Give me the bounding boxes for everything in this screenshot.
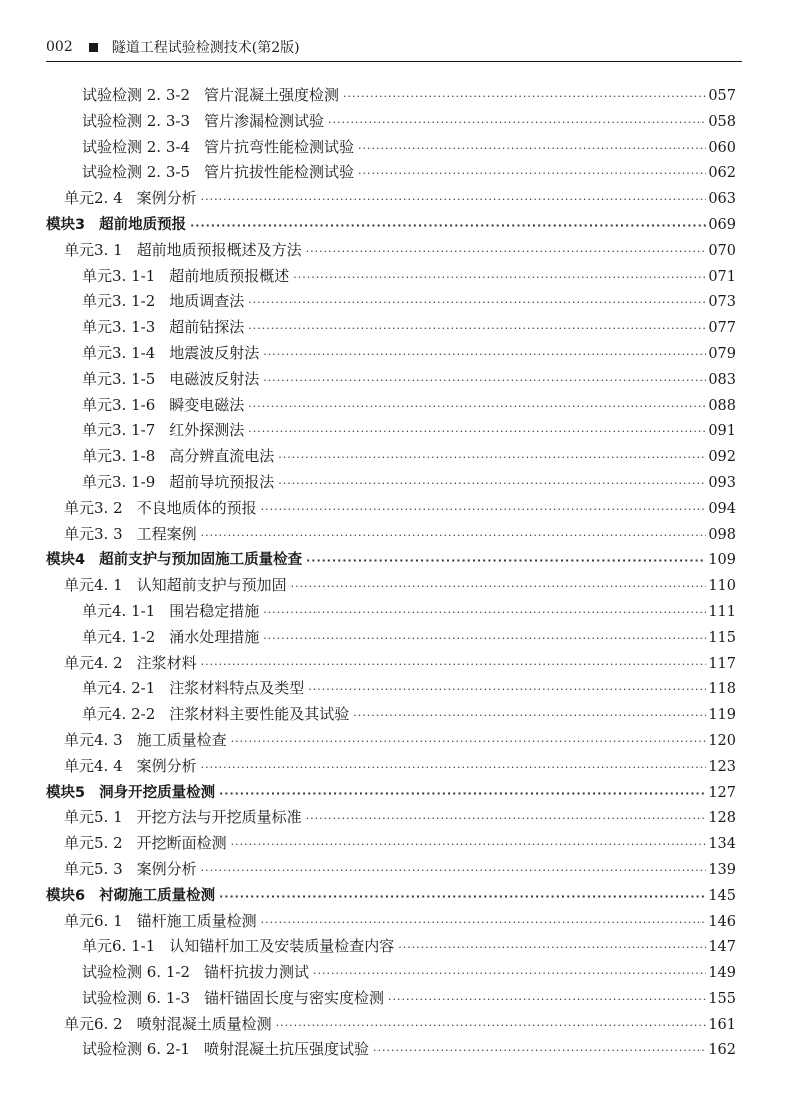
dot-leader	[263, 348, 706, 361]
toc-entry-page: 146	[708, 913, 736, 930]
dot-leader	[328, 116, 706, 129]
toc-entry-title: 高分辨直流电法	[169, 447, 275, 466]
toc-entry-number: 单元4. 1-2	[82, 627, 156, 646]
toc-entry-page: 063	[708, 191, 736, 208]
toc-entry-page: 139	[708, 861, 736, 878]
toc-entry-number: 单元3. 1-3	[82, 318, 156, 337]
dot-leader	[373, 1044, 706, 1057]
toc-entry-page: 079	[708, 345, 736, 362]
dot-leader	[248, 400, 706, 413]
toc-entry-number: 单元3. 1-6	[82, 395, 156, 414]
toc-entry-title: 管片混凝土强度检测	[204, 86, 340, 104]
toc-entry-title: 衬砌施工质量检测	[99, 887, 216, 904]
toc-entry-page: 149	[708, 965, 736, 982]
toc-entry-title: 喷射混凝土质量检测	[136, 1014, 272, 1033]
toc-module-entry[interactable]	[46, 548, 736, 574]
toc-entry[interactable]	[46, 1038, 736, 1064]
toc-entry[interactable]	[46, 265, 736, 291]
toc-entry[interactable]	[46, 110, 736, 136]
toc-entry[interactable]	[46, 806, 736, 832]
toc-entry-number: 模块3	[46, 216, 86, 233]
dot-leader	[388, 993, 706, 1006]
toc-entry-number: 单元6. 1	[64, 911, 123, 930]
toc-entry-number: 单元5. 3	[64, 859, 123, 878]
toc-entry-title: 地震波反射法	[169, 343, 260, 362]
toc-entry-page: 071	[708, 268, 736, 285]
dot-leader	[261, 916, 707, 929]
dot-leader	[248, 322, 706, 335]
toc-entry-title: 喷射混凝土抗压强度试验	[204, 1040, 370, 1059]
toc-entry-page: 058	[708, 113, 736, 130]
toc-entry[interactable]	[46, 187, 736, 213]
toc-entry-page: 069	[708, 216, 736, 233]
dot-leader	[353, 709, 706, 722]
dot-leader	[306, 812, 707, 825]
dot-leader	[248, 296, 706, 309]
toc-entry-title: 开挖断面检测	[136, 834, 227, 853]
toc-entry-number: 单元5. 2	[64, 834, 123, 853]
running-header	[46, 34, 742, 60]
toc-entry-number: 单元4. 1-1	[82, 601, 156, 620]
toc-entry-page: 118	[708, 681, 736, 698]
toc-entry-title: 超前导坑预报法	[169, 472, 275, 491]
toc-entry-number: 模块6	[46, 887, 86, 904]
toc-entry-page: 062	[708, 165, 736, 182]
dot-leader	[398, 941, 706, 954]
dot-leader	[276, 1019, 707, 1032]
toc-entry[interactable]	[46, 600, 736, 626]
toc-entry-number: 单元3. 1	[64, 240, 123, 259]
dot-leader	[201, 193, 707, 206]
dot-leader	[358, 167, 706, 180]
dot-leader	[201, 658, 707, 671]
toc-entry-number: 试验检测 6. 1-3	[82, 988, 191, 1007]
toc-entry-number: 单元4. 4	[64, 756, 123, 775]
toc-entry-title: 不良地质体的预报	[136, 498, 257, 517]
toc-entry[interactable]	[46, 935, 736, 961]
toc-entry-page: 161	[708, 1016, 736, 1033]
toc-entry-title: 围岩稳定措施	[169, 601, 260, 620]
toc-entry[interactable]	[46, 832, 736, 858]
toc-entry-page: 070	[708, 242, 736, 259]
toc-entry[interactable]	[46, 677, 736, 703]
toc-entry-number: 单元4. 1	[64, 576, 123, 595]
toc-entry[interactable]	[46, 316, 736, 342]
toc-entry-title: 瞬变电磁法	[169, 395, 245, 414]
toc-entry-number: 试验检测 2. 3-4	[82, 137, 191, 156]
toc-entry-number: 试验检测 6. 1-2	[82, 963, 191, 982]
toc-entry-number: 单元4. 3	[64, 730, 123, 749]
toc-entry-title: 施工质量检查	[136, 730, 227, 749]
toc-module-entry[interactable]	[46, 884, 736, 910]
toc-entry-page: 077	[708, 320, 736, 337]
toc-entry-number: 试验检测 2. 3-5	[82, 163, 191, 182]
toc-entry-page: 083	[708, 371, 736, 388]
dot-leader	[313, 967, 706, 980]
toc-entry-title: 案例分析	[136, 756, 197, 775]
toc-entry-page: 073	[708, 294, 736, 311]
toc-entry-number: 单元3. 1-8	[82, 447, 156, 466]
toc-entry-title: 开挖方法与开挖质量标准	[136, 808, 302, 827]
toc-entry[interactable]	[46, 574, 736, 600]
toc-entry-number: 单元3. 1-1	[82, 266, 156, 285]
dot-leader	[278, 477, 706, 490]
toc-entry-title: 工程案例	[136, 524, 197, 543]
toc-entry[interactable]	[46, 626, 736, 652]
toc-entry-title: 认知锚杆加工及安装质量检查内容	[169, 937, 395, 956]
toc-entry-title: 管片渗漏检测试验	[204, 111, 325, 130]
toc-entry-page: 155	[708, 990, 736, 1007]
toc-entry[interactable]	[46, 342, 736, 368]
page-number: 002	[46, 39, 73, 55]
toc-entry[interactable]	[46, 910, 736, 936]
toc-entry-number: 单元3. 2	[64, 498, 123, 517]
toc-entry-page: 109	[708, 552, 736, 569]
dot-leader	[201, 529, 707, 542]
toc-entry[interactable]	[46, 858, 736, 884]
toc-module-entry[interactable]	[46, 781, 736, 807]
toc-entry-page: 091	[708, 423, 736, 440]
toc-entry-title: 认知超前支护与预加固	[136, 576, 287, 595]
toc-entry[interactable]	[46, 497, 736, 523]
dot-leader	[291, 580, 707, 593]
toc-entry-title: 超前钻探法	[169, 318, 245, 337]
dot-leader	[308, 683, 706, 696]
dot-leader	[263, 632, 706, 645]
toc-entry-page: 119	[708, 707, 736, 724]
toc-entry[interactable]	[46, 755, 736, 781]
toc-entry-number: 单元5. 1	[64, 808, 123, 827]
toc-module-entry[interactable]	[46, 213, 736, 239]
toc-entry-number: 单元3. 1-2	[82, 292, 156, 311]
toc-entry[interactable]	[46, 394, 736, 420]
toc-entry[interactable]	[46, 239, 736, 265]
toc-entry-page: 147	[708, 939, 736, 956]
toc-entry-number: 单元4. 2-1	[82, 679, 156, 698]
toc-entry[interactable]	[46, 161, 736, 187]
toc-entry-page: 134	[708, 836, 736, 853]
square-bullet-icon	[89, 43, 98, 52]
toc-entry-page: 098	[708, 526, 736, 543]
toc-entry-title: 案例分析	[136, 189, 197, 208]
toc-entry[interactable]	[46, 1013, 736, 1039]
toc-entry[interactable]	[46, 652, 736, 678]
toc-entry-title: 锚杆抗拔力测试	[204, 963, 310, 982]
toc-entry[interactable]	[46, 729, 736, 755]
toc-entry-page: 111	[708, 603, 736, 620]
book-title: 隧道工程试验检测技术(第2版)	[111, 40, 300, 56]
toc-entry-number: 单元2. 4	[64, 189, 123, 208]
dot-leader	[278, 451, 706, 464]
toc-entry-page: 128	[708, 810, 736, 827]
table-of-contents	[46, 84, 736, 1064]
toc-entry-title: 注浆材料特点及类型	[169, 679, 305, 698]
toc-entry-title: 电磁波反射法	[169, 369, 260, 388]
toc-entry[interactable]	[46, 84, 736, 110]
toc-entry-page: 120	[708, 732, 736, 749]
toc-entry-page: 057	[708, 88, 736, 104]
dot-leader	[343, 90, 706, 103]
toc-entry[interactable]	[46, 290, 736, 316]
dot-leader	[263, 606, 706, 619]
toc-entry[interactable]	[46, 961, 736, 987]
toc-entry-title: 地质调查法	[169, 292, 245, 311]
toc-entry-number: 单元6. 2	[64, 1014, 123, 1033]
toc-entry-number: 单元3. 1-7	[82, 421, 156, 440]
toc-entry-number: 单元4. 2	[64, 653, 123, 672]
toc-entry-title: 涌水处理措施	[169, 627, 260, 646]
toc-entry-number: 单元6. 1-1	[82, 937, 156, 956]
toc-entry-page: 162	[708, 1042, 736, 1059]
toc-entry[interactable]	[46, 987, 736, 1013]
toc-entry-page: 060	[708, 139, 736, 156]
toc-entry-page: 115	[708, 629, 736, 646]
dot-leader	[248, 425, 706, 438]
toc-entry-title: 管片抗弯性能检测试验	[204, 137, 355, 156]
toc-entry-number: 单元3. 3	[64, 524, 123, 543]
dot-leader	[261, 503, 707, 516]
toc-entry-page: 110	[708, 578, 736, 595]
toc-entry-page: 094	[708, 500, 736, 517]
toc-entry[interactable]	[46, 471, 736, 497]
toc-entry-page: 088	[708, 397, 736, 414]
toc-entry-title: 案例分析	[136, 859, 197, 878]
toc-entry-number: 单元3. 1-4	[82, 343, 156, 362]
toc-entry-number: 试验检测 6. 2-1	[82, 1040, 191, 1059]
toc-entry[interactable]	[46, 419, 736, 445]
toc-entry-title: 超前支护与预加固施工质量检查	[99, 552, 303, 569]
toc-entry[interactable]	[46, 136, 736, 162]
toc-entry-number: 单元3. 1-5	[82, 369, 156, 388]
toc-entry-title: 超前地质预报	[99, 216, 187, 233]
dot-leader	[263, 374, 706, 387]
dot-leader	[306, 245, 707, 258]
toc-entry-number: 模块5	[46, 784, 86, 801]
dot-leader	[190, 219, 706, 232]
dot-leader	[293, 271, 706, 284]
dot-leader	[219, 890, 706, 903]
toc-entry-title: 锚杆锚固长度与密实度检测	[204, 988, 385, 1007]
toc-entry-page: 145	[708, 887, 736, 904]
toc-entry[interactable]	[46, 368, 736, 394]
dot-leader	[201, 761, 707, 774]
header-rule	[46, 61, 742, 62]
dot-leader	[306, 554, 706, 567]
dot-leader	[358, 142, 706, 155]
dot-leader	[201, 864, 707, 877]
toc-entry[interactable]	[46, 445, 736, 471]
toc-entry-title: 红外探测法	[169, 421, 245, 440]
toc-entry[interactable]	[46, 703, 736, 729]
toc-entry-number: 试验检测 2. 3-3	[82, 111, 191, 130]
toc-entry-number: 单元4. 2-2	[82, 705, 156, 724]
toc-entry-page: 127	[708, 784, 736, 801]
toc-entry[interactable]	[46, 523, 736, 549]
toc-entry-title: 注浆材料主要性能及其试验	[169, 705, 350, 724]
toc-entry-title: 管片抗拔性能检测试验	[204, 163, 355, 182]
toc-entry-page: 123	[708, 758, 736, 775]
toc-entry-number: 模块4	[46, 552, 86, 569]
toc-entry-page: 093	[708, 474, 736, 491]
dot-leader	[219, 787, 706, 800]
toc-entry-page: 117	[708, 655, 736, 672]
toc-entry-title: 超前地质预报概述及方法	[136, 240, 302, 259]
toc-entry-page: 092	[708, 449, 736, 466]
toc-entry-title: 注浆材料	[136, 653, 197, 672]
toc-entry-title: 洞身开挖质量检测	[99, 784, 216, 801]
toc-entry-number: 试验检测 2. 3-2	[82, 86, 191, 104]
toc-entry-title: 超前地质预报概述	[169, 266, 290, 285]
toc-entry-title: 锚杆施工质量检测	[136, 911, 257, 930]
toc-entry-number: 单元3. 1-9	[82, 472, 156, 491]
dot-leader	[231, 735, 707, 748]
dot-leader	[231, 838, 707, 851]
